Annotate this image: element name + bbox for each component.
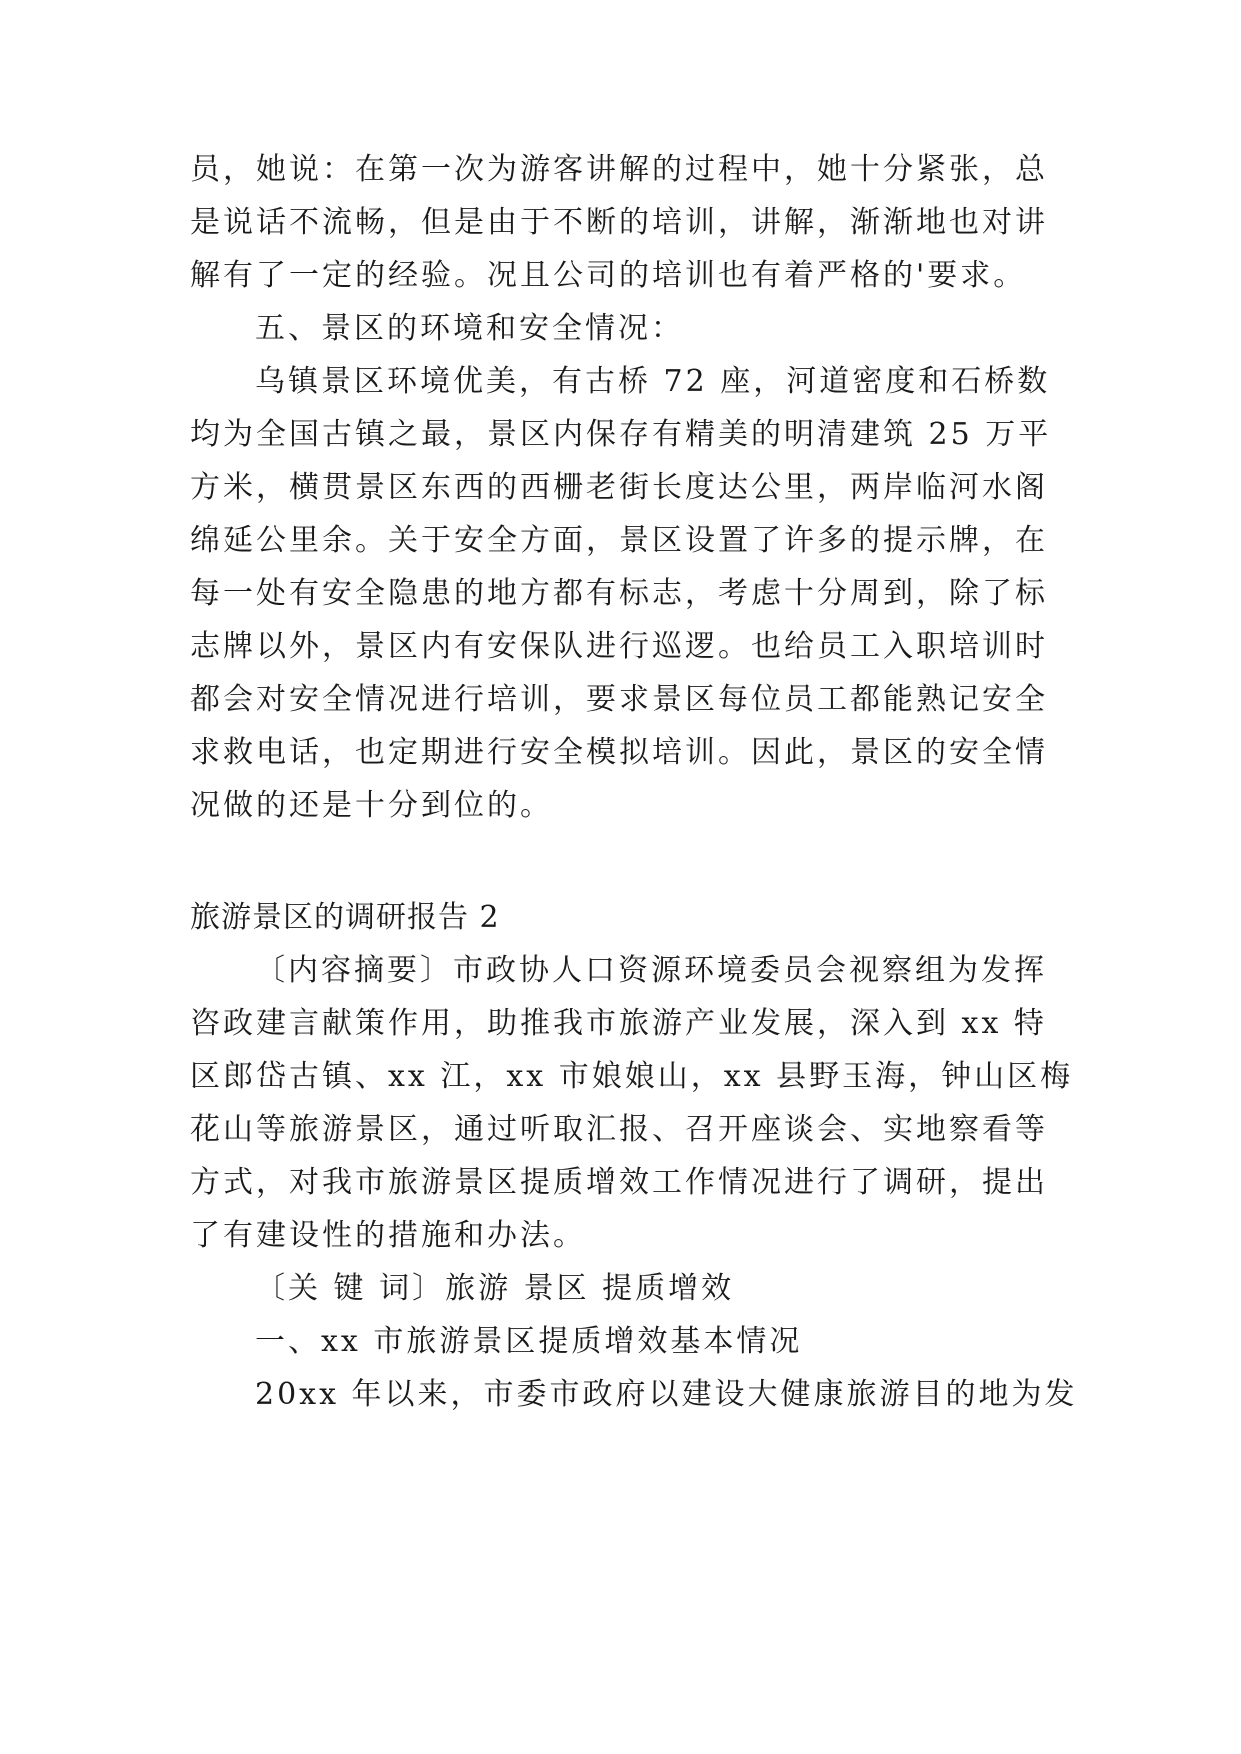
text-line: 况做的还是十分到位的。: [190, 788, 553, 823]
text-line: 每一处有安全隐患的地方都有标志，考虑十分周到，除了标: [190, 576, 1048, 611]
text-line: 员，她说：在第一次为游客讲解的过程中，她十分紧张，总: [190, 152, 1048, 187]
section-heading: 五、景区的环境和安全情况：: [255, 311, 684, 346]
text-line: 方米，横贯景区东西的西栅老街长度达公里，两岸临河水阁: [190, 470, 1048, 505]
keywords-line: 〔关 键 词〕旅游 景区 提质增效: [255, 1271, 735, 1306]
abstract-line: 花山等旅游景区，通过听取汇报、召开座谈会、实地察看等: [190, 1112, 1048, 1147]
report-title: 旅游景区的调研报告 2: [190, 900, 500, 935]
text-line: 20xx 年以来，市委市政府以建设大健康旅游目的地为发: [255, 1377, 1078, 1412]
text-line: 是说话不流畅，但是由于不断的培训，讲解，渐渐地也对讲: [190, 205, 1048, 240]
text-line: 绵延公里余。关于安全方面，景区设置了许多的提示牌，在: [190, 523, 1048, 558]
abstract-line: 咨政建言献策作用，助推我市旅游产业发展，深入到 xx 特: [190, 1006, 1047, 1041]
text-line: 解有了一定的经验。况且公司的培训也有着严格的'要求。: [190, 258, 1027, 293]
text-line: 都会对安全情况进行培训，要求景区每位员工都能熟记安全: [190, 682, 1048, 717]
abstract-line: 方式，对我市旅游景区提质增效工作情况进行了调研，提出: [190, 1165, 1048, 1200]
text-line: 求救电话，也定期进行安全模拟培训。因此，景区的安全情: [190, 735, 1048, 770]
text-line: 均为全国古镇之最，景区内保存有精美的明清建筑 25 万平: [190, 417, 1052, 452]
abstract-line: 区郎岱古镇、xx 江，xx 市娘娘山，xx 县野玉海，钟山区梅: [190, 1059, 1074, 1094]
abstract-line: 〔内容摘要〕市政协人口资源环境委员会视察组为发挥: [255, 953, 1047, 988]
text-line: 乌镇景区环境优美，有古桥 72 座，河道密度和石桥数: [255, 364, 1051, 399]
text-line: 志牌以外，景区内有安保队进行巡逻。也给员工入职培训时: [190, 629, 1048, 664]
section-heading: 一、xx 市旅游景区提质增效基本情况: [255, 1324, 803, 1359]
abstract-line: 了有建设性的措施和办法。: [190, 1218, 586, 1253]
